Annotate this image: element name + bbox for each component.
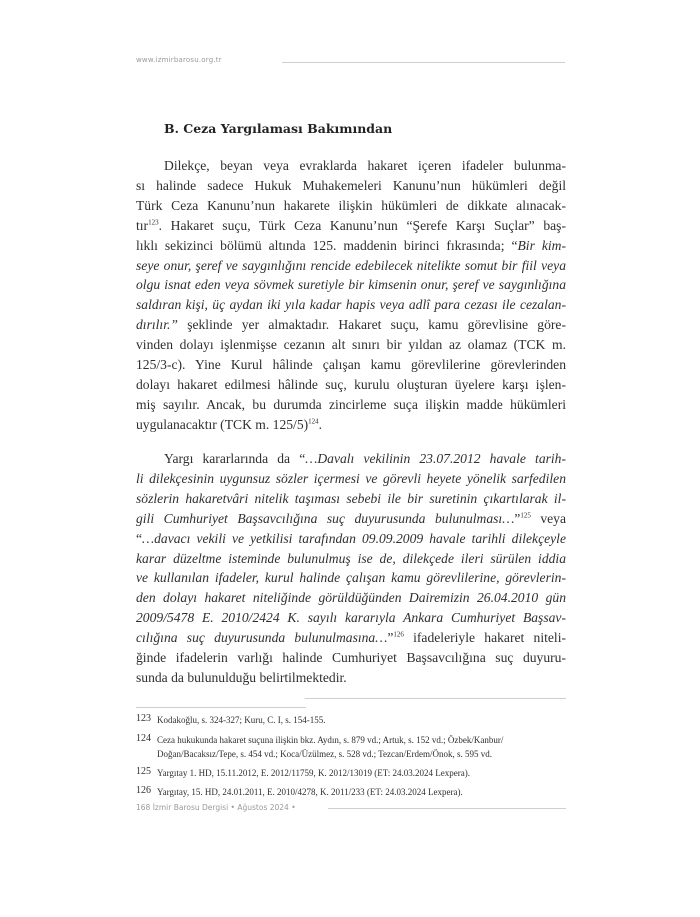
header-divider bbox=[282, 62, 565, 63]
footnote-ref-123[interactable]: 123 bbox=[148, 218, 159, 227]
text-line: dolayı hakaret edilmesi hâlinde suç, kurulu oluşturan üyelere karşı işlen- bbox=[136, 376, 566, 392]
text-line: uygulanacaktır (TCK m. 125/5)$^{124}$. bbox=[136, 416, 323, 432]
footnote-number: 123 bbox=[136, 713, 151, 724]
footnote-ref-126[interactable]: 126 bbox=[393, 630, 404, 639]
text-line: seye onur, şeref ve saygınlığını rencide edebilecek nitelikte somut bir fiil veya bbox=[136, 257, 566, 273]
text-line: olgu isnat eden veya sövmek suretiyle bir kimsenin onur, şeref ve saygınlığına bbox=[136, 277, 566, 293]
text-line: sı halinde sadece Hukuk Muhakemeleri Kanunu’nun hükümleri değil bbox=[136, 177, 566, 193]
text-line: 125/3-c). Yine Kurul hâlinde çalışan kamu görevlilerine görevlerinden bbox=[136, 357, 566, 373]
text-line: vinden dolayı işlenmişse cezanın alt sınırı bir yıldan az olamaz (TCK m. bbox=[136, 337, 566, 353]
footnote-123 bbox=[136, 714, 566, 728]
text-line: karar düzeltme isteminde bulunulmuş ise de, dilekçede ileri sürülen iddia bbox=[136, 550, 566, 566]
text-line: ve kullanılan ifadeler, kurul halinde çalışan kamu görevlilerine, görevlerin- bbox=[136, 570, 566, 586]
text-line: den dolayı hakaret niteliğinde görüldüğünden Dairemizin 26.04.2010 gün bbox=[136, 590, 566, 606]
footnote-divider-right bbox=[318, 698, 566, 699]
text-line: “…davacı vekili ve yetkilisi tarafından 09.09.2009 havale tarihli dilekçeyle bbox=[136, 530, 566, 546]
footnote-124 bbox=[136, 734, 566, 761]
text-line: li dilekçesinin uygunsuz sözler içermesi ve görevli heyete yönelik sarfedilen bbox=[136, 470, 566, 486]
text-line: miş sayılır. Ancak, bu durumda zincirleme suça ilişkin madde hükümleri bbox=[136, 396, 566, 412]
text-line: tır$^{123}$. Hakaret suçu, Türk Ceza Kanunu’nun “Şerefe Karşı Suçlar” baş- bbox=[136, 217, 566, 233]
footnote-ref-124[interactable]: 124 bbox=[308, 417, 319, 426]
footnote-number: 124 bbox=[136, 733, 151, 744]
page-footer: 168 İzmir Barosu Dergisi • Ağustos 2024 • bbox=[136, 803, 296, 812]
footnote-text: Kodakoğlu, s. 324-327; Kuru, C. I, s. 154-155. bbox=[157, 715, 326, 725]
footnote-text: Yargıtay 1. HD, 15.11.2012, E. 2012/11759, K. 2012/13019 (ET: 24.03.2024 Lexpera). bbox=[157, 768, 471, 778]
text-line: sunda da bulunulduğu belirtilmektedir. bbox=[136, 669, 347, 685]
footnote-text: Yargıtay, 15. HD, 24.01.2011, E. 2010/4278, K. 2011/233 (ET: 24.03.2024 Lexpera). bbox=[157, 787, 463, 797]
footnote-number: 126 bbox=[136, 785, 151, 796]
header-url: www.izmirbarosu.org.tr bbox=[136, 56, 222, 64]
footnote-125 bbox=[136, 767, 566, 781]
paragraph-1 bbox=[136, 156, 566, 435]
footnote-text-cont: Doğan/Bacaksız/Tepe, s. 454 vd.; Koca/Üzülmez, s. 528 vd.; Tezcan/Erdem/Önok, s. 595 vd. bbox=[157, 748, 492, 759]
footnote-divider-slant bbox=[296, 698, 319, 709]
text-line: ğinde ifadelerin varlığı halinde Cumhuriyet Başsavcılığına suç duyuru- bbox=[136, 650, 566, 666]
paragraph-2 bbox=[136, 449, 566, 688]
text-line: 2009/5478 E. 2010/2424 K. sayılı kararıyla Ankara Cumhuriyet Başsav- bbox=[136, 610, 566, 626]
footnote-text: Ceza hukukunda hakaret suçuna ilişkin bkz. Aydın, s. 879 vd.; Artuk, s. 152 vd.; Özbek/Kanbur/ bbox=[157, 735, 504, 745]
text-line: saldıran kişi, üç aydan iki yıla kadar hapis veya adlî para cezası ile cezalan- bbox=[136, 297, 566, 313]
footer-divider bbox=[328, 808, 566, 809]
footnote-ref-125[interactable]: 125 bbox=[520, 511, 531, 520]
text-line: sözlerin hakaretvâri nitelik taşıması sebebi ile bir suretinin çıkartılarak il- bbox=[136, 490, 566, 506]
text-line: dırılır.” şeklinde yer almaktadır. Hakaret suçu, kamu görevlisine göre- bbox=[136, 317, 566, 333]
text-line: lıklı sekizinci bölümü altında 125. maddenin birinci fıkrasında; “Bir kim- bbox=[136, 237, 566, 253]
footnote-126 bbox=[136, 786, 566, 800]
footnote-number: 125 bbox=[136, 766, 151, 777]
text-line: Türk Ceza Kanunu’nun hakarete ilişkin hükümleri de dikkate alınacak- bbox=[136, 197, 566, 213]
footnote-divider-left bbox=[136, 707, 306, 708]
section-title: B. Ceza Yargılaması Bakımından bbox=[164, 121, 393, 136]
text-line: cılığına suç duyurusunda bulunulmasına…”$^{126}$ ifadeleriyle hakaret niteli- bbox=[136, 630, 566, 646]
text-line: Yargı kararlarında da “…Davalı vekilinin 23.07.2012 havale tarih- bbox=[164, 451, 567, 466]
text-line: gili Cumhuriyet Başsavcılığına suç duyurusunda bulunulması…”$^{125}$ veya bbox=[136, 510, 567, 526]
text-line: Dilekçe, beyan veya evraklarda hakaret içeren ifadeler bulunma- bbox=[164, 158, 566, 173]
